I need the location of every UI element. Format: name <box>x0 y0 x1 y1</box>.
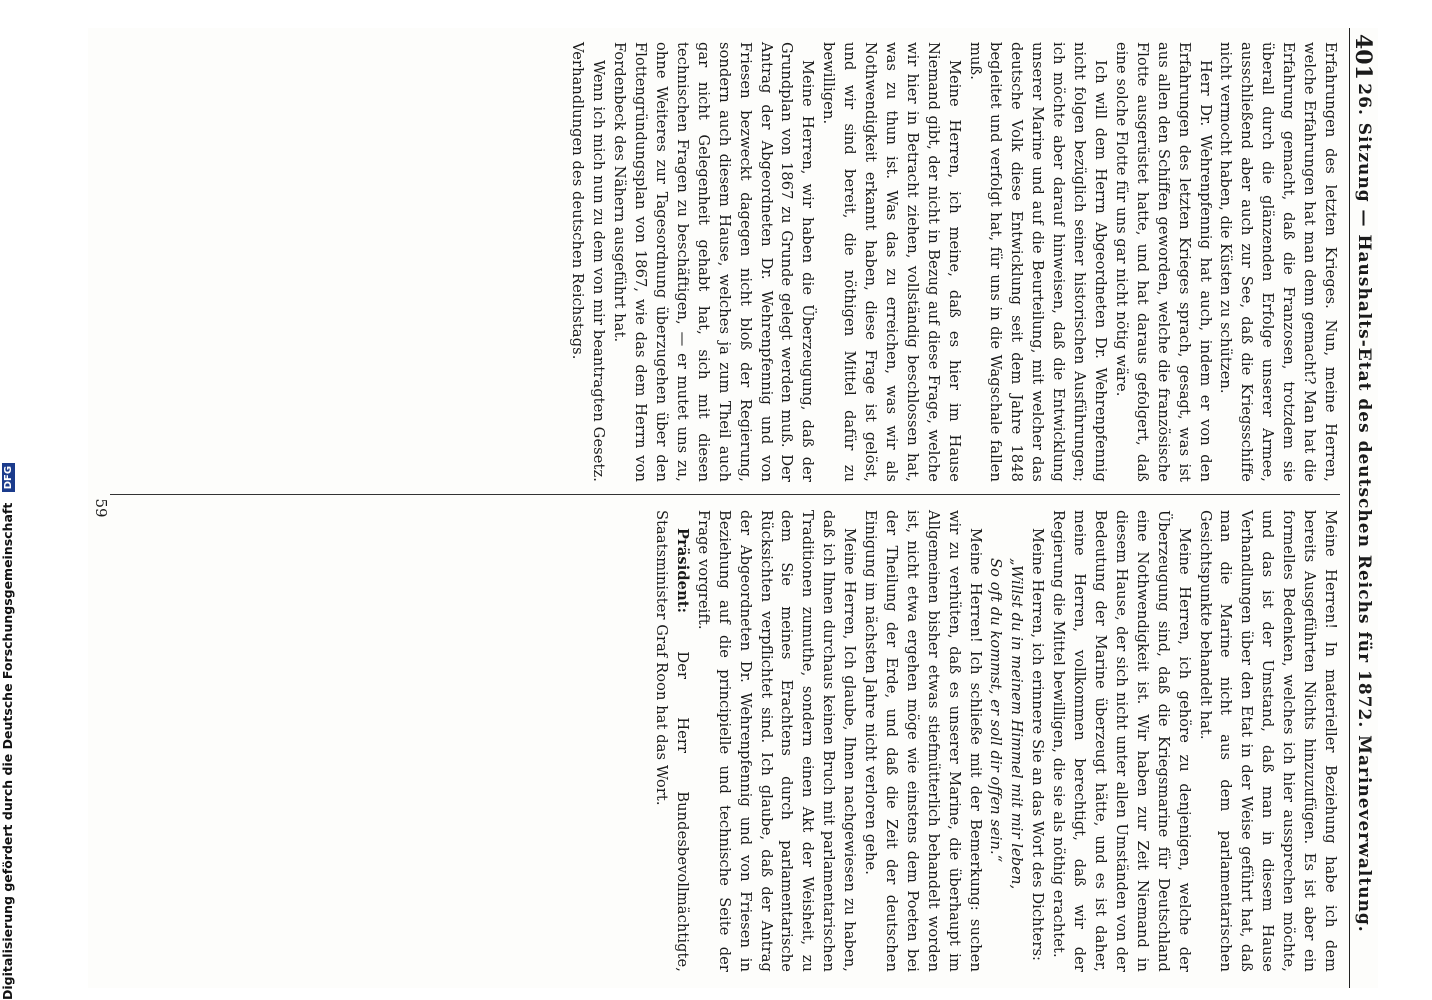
speaker-text: Der Herr Bundesbevollmächtigte, Staatsminister Graf Roon hat das Wort. <box>653 510 691 972</box>
poem-line: So oft du kommst, er soll dir offen sein.“ <box>987 558 1005 863</box>
paragraph: Erfahrungen des letzten Krieges. Nun, meine Herren, welche Erfahrungen hat man denn gemacht? Man hat die Erfahrung gemacht, daß die Franzosen, trotzdem sie überall durch die glänzenden Erfolge unserer Armee, ausschließend aber auch zur See, daß die Kriegsschiffe nicht vermocht haben, die Küsten zu schützen. <box>1217 42 1339 482</box>
paragraph: Ich will dem Herrn Abgeordneten Dr. Wehrenpfennig nicht folgen bezüglich seiner historischen Ausführungen; ich möchte aber darauf hinweisen, daß die Entwicklung unserer Marine und auf die Beurteilung, mit welcher das deutsche Volk diese Entwicklung seit dem Jahre 1848 begleitet und verfolgt hat, für uns in die Wagschale fallen muß. <box>966 42 1110 482</box>
column-divider <box>110 494 1340 495</box>
paragraph: Herr Dr. Wehrenpfennig hat auch, indem er von den Erfahrungen des letzten Krieges sprach, gesagt, was ist aus allen den Schiffen geworden, welche die französische Flotte ausgerüstet hatte, und hat daraus gefolgert, daß eine solche Flotte für uns gar nicht nötig wäre. <box>1112 42 1214 482</box>
paragraph: Meine Herren, ich gehöre zu denjenigen, welche der Überzeugung sind, daß die Kriegsmarine für Deutschland eine Nothwendigkeit ist. Wir haben zur Zeit Niemand in diesem Hause, der sich nicht unter allen Umständen von der Bedeutung der Marine überzeugt hätte, und es ist daher, meine Herren, vollkommen berechtigt, daß wir der Regierung die Mittel bewilligen, die sie als nöthig erachtet. <box>1050 510 1193 972</box>
paragraph: Meine Herren, wir haben die Überzeugung, daß der Grundplan von 1867 zu Grunde gelegt werden muß. Der Antrag der Abgeordneten Dr. Wehrenpfennig und von Friesen bezweckt dagegen nicht bloß der Regierung, sondern auch diesem Hause, welches ja zum Theil auch gar nicht Gelegenheit gehabt hat, sich mit diesen technischen Fragen zu beschäftigen, — er mutet uns zu, ohne Weiteres zur Tagesordnung überzugehen über den Flottengründungsplan von 1867, wie das dem Herrn von Fordenbeck des Nähern ausgeführt hat. <box>611 42 817 482</box>
speaker-paragraph <box>650 510 692 972</box>
page-number: 401 <box>1350 34 1376 80</box>
paragraph: Meine Herren! In materieller Beziehung habe ich dem bereits Ausgeführten Nichts hinzuzufügen. Es ist aber ein formelles Bedenken, welches ich hier aussprechen möchte, und das ist der Umstand, daß man in diesem Hause Verhandlungen über den Etat in der Weise geführt hat, daß man die Marine nicht aus dem parlamentarischen Gesichtspunkte behandelt hat. <box>1196 510 1339 972</box>
dfg-logo: DFG <box>2 463 15 492</box>
poem-line: „Willst du in meinem Himmel mit mir leben, <box>1008 558 1026 890</box>
page-header <box>1349 28 1378 988</box>
right-text-column <box>110 510 1340 972</box>
paragraph: Meine Herren, ich erinnere Sie an das Wort des Dichters: <box>1029 528 1047 962</box>
paragraph: Meine Herren! Ich schließe mit der Bemerkung: suchen wir zu verhüten, daß es unserer Marine, die überhaupt im Allgemeinen bisher etwas stiefmütterlich behandelt worden ist, nicht etwa ergehen möge wie einstens dem Poeten bei der Theilung der Erde, und daß die Zeit der deutschen Einigung im nächsten Jahre nicht verloren gehe. <box>862 510 984 972</box>
paragraph: Meine Herren, Ich glaube, Ihnen nachgewiesen zu haben, daß ich Ihnen durchaus keinen Bruch mit parlamentarischen Traditionen zumuthe, sondern einen Akt der Weisheit, zu dem Sie meines Erachtens durch parlamentarische Rücksichten verpflichtet sind. Ich glaube, daß der Antrag der Abgeordneten Dr. Wehrenpfennig und von Friesen in Beziehung auf die principielle und technische Seite der Frage vorgreift. <box>694 510 859 972</box>
running-title: 26. Sitzung — Haushalts-Etat des deutschen Reichs für 1872. Marineverwaltung. <box>1354 83 1374 933</box>
digitization-note <box>0 0 20 1000</box>
page-footer-mark: 59 <box>92 498 110 518</box>
digitization-text: Digitalisierung gefördert durch die Deutsche Forschungsgemeinschaft <box>0 502 15 1000</box>
speaker-name: Präsident: <box>673 528 691 614</box>
paragraph: Wenn ich mich nun zu dem von mir beantragten Gesetz. Verhandlungen des deutschen Reichstags. <box>569 42 608 482</box>
left-text-column <box>110 42 1340 482</box>
document-page <box>88 28 1378 988</box>
paragraph: Meine Herren, ich meine, daß es hier im Hause Niemand gibt, der nicht in Bezug auf diese Frage, welche wir hier in Betracht ziehen, vollständig beschlossen hat, was zu thun ist. Was das zu erreichen, was wir als Nothwendigkeit erkannt haben, diese Frage ist gelöst, und wir sind bereit, die nöthigen Mittel dafür zu bewilligen. <box>820 42 963 482</box>
